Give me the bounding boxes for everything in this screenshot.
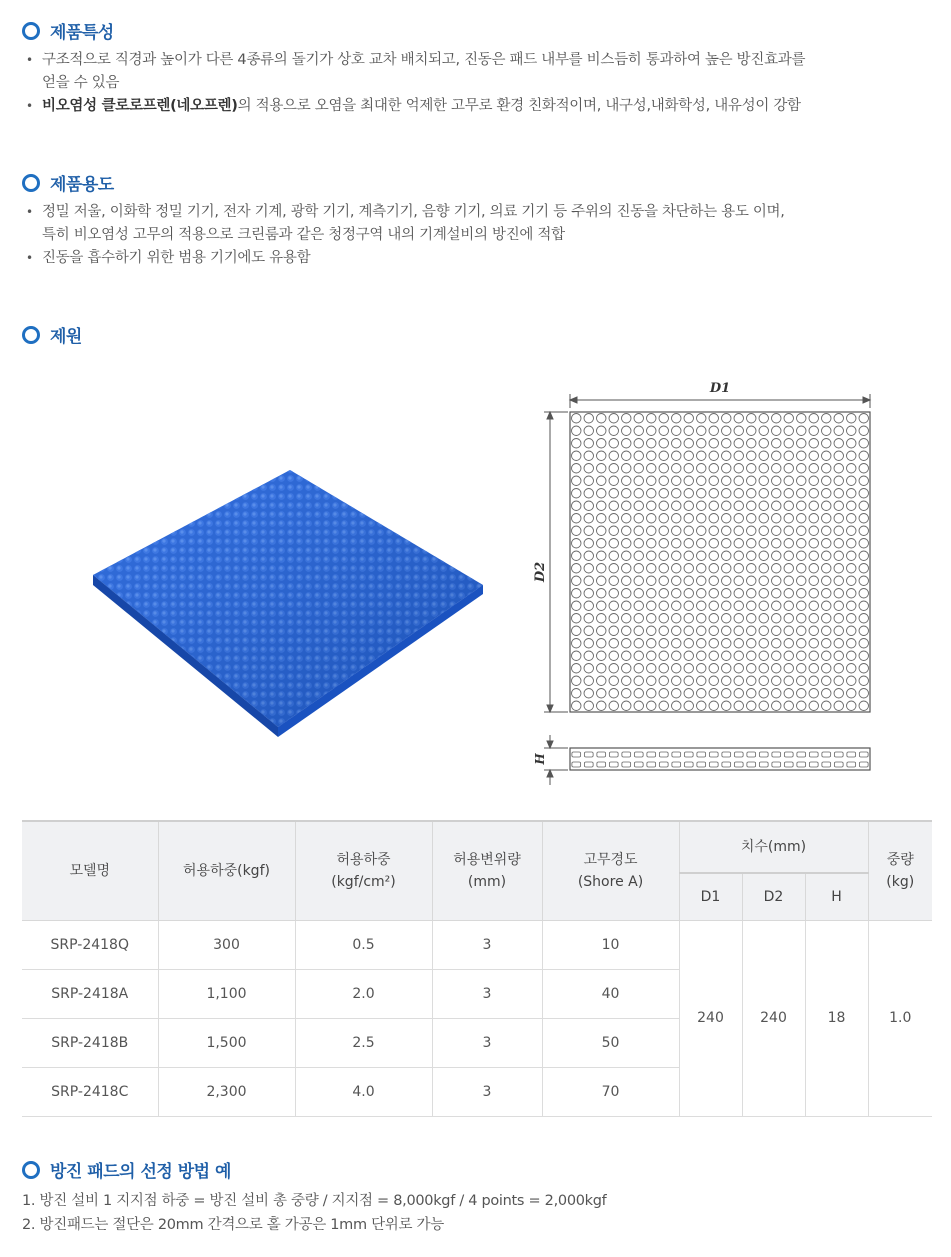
cell-displacement: 3 <box>432 969 542 1018</box>
technical-drawing <box>530 380 880 800</box>
selection-step: 2. 방진패드는 절단은 20mm 간격으로 홀 가공은 1mm 단위로 가능 <box>22 1217 444 1233</box>
cell-model: SRP-2418A <box>22 969 158 1018</box>
cell-weight: 1.0 <box>868 920 932 1116</box>
usage-list <box>26 201 785 270</box>
d2-label: D2 <box>533 561 548 583</box>
cell-displacement: 3 <box>432 920 542 969</box>
usage-item: • 진동을 흡수하기 위한 범용 기기에도 유용함 <box>26 247 785 270</box>
usage-title: 제품용도 <box>22 170 114 195</box>
usage-item: • 정밀 저울, 이화학 정밀 기기, 전자 기계, 광학 기기, 계측기기, 음향 기기, 의료 기기 등 주위의 진동을 차단하는 용도 이며, 특히 비오염성 고무의 적용으로 크린룸과 같은 청정구역 내의 기계설비의 방진에 적합 <box>26 201 785 247</box>
selection-step: 1. 방진 설비 1 지지점 하중 = 방진 설비 총 중량 / 지지점 = 8,000kgf / 4 points = 2,000kgf <box>22 1193 607 1209</box>
d1-label: D1 <box>709 381 731 396</box>
cell-load-area: 0.5 <box>295 920 432 969</box>
cell-load: 300 <box>158 920 295 969</box>
header-d2: D2 <box>742 873 805 920</box>
header-load: 허용하중(kgf) <box>158 821 295 920</box>
header-model: 모델명 <box>22 821 158 920</box>
cell-displacement: 3 <box>432 1018 542 1067</box>
header-hardness: 고무경도 (Shore A) <box>542 821 679 920</box>
features-item: • 구조적으로 직경과 높이가 다른 4종류의 돌기가 상호 교차 배치되고, 진동은 패드 내부를 비스듬히 통과하여 높은 방진효과를 얻을 수 있음 <box>26 49 805 95</box>
cell-d1: 240 <box>679 920 742 1116</box>
header-dimensions: 치수(mm) <box>679 821 868 873</box>
spec-table <box>22 820 932 1117</box>
h-label: H <box>533 753 547 765</box>
header-displacement: 허용변위량 (mm) <box>432 821 542 920</box>
cell-hardness: 40 <box>542 969 679 1018</box>
cell-h: 18 <box>805 920 868 1116</box>
header-load-area: 허용하중 (kgf/cm²) <box>295 821 432 920</box>
cell-model: SRP-2418B <box>22 1018 158 1067</box>
features-title: 제품특성 <box>22 18 114 43</box>
cell-displacement: 3 <box>432 1067 542 1116</box>
circle-bullet-icon <box>22 174 40 192</box>
header-h: H <box>805 873 868 920</box>
cell-load: 1,500 <box>158 1018 295 1067</box>
header-d1: D1 <box>679 873 742 920</box>
pad-top-view <box>570 412 870 712</box>
cell-hardness: 70 <box>542 1067 679 1116</box>
spec-title: 제원 <box>22 322 82 347</box>
features-item: • 비오염성 클로로프렌(네오프렌)의 적용으로 오염을 최대한 억제한 고무로 환경 친화적이며, 내구성,내화학성, 내유성이 강함 <box>26 95 805 118</box>
circle-bullet-icon <box>22 326 40 344</box>
selection-title: 방진 패드의 선정 방법 예 <box>22 1157 231 1182</box>
cell-load-area: 4.0 <box>295 1067 432 1116</box>
cell-load: 1,100 <box>158 969 295 1018</box>
selection-steps <box>22 1189 606 1237</box>
cell-load-area: 2.0 <box>295 969 432 1018</box>
circle-bullet-icon <box>22 1161 40 1179</box>
header-weight: 중량 (kg) <box>868 821 932 920</box>
cell-model: SRP-2418Q <box>22 920 158 969</box>
cell-hardness: 50 <box>542 1018 679 1067</box>
cell-d2: 240 <box>742 920 805 1116</box>
circle-bullet-icon <box>22 22 40 40</box>
features-list <box>26 49 805 118</box>
product-photo <box>88 465 488 745</box>
cell-load: 2,300 <box>158 1067 295 1116</box>
cell-model: SRP-2418C <box>22 1067 158 1116</box>
cell-hardness: 10 <box>542 920 679 969</box>
cell-load-area: 2.5 <box>295 1018 432 1067</box>
table-row <box>22 920 932 969</box>
